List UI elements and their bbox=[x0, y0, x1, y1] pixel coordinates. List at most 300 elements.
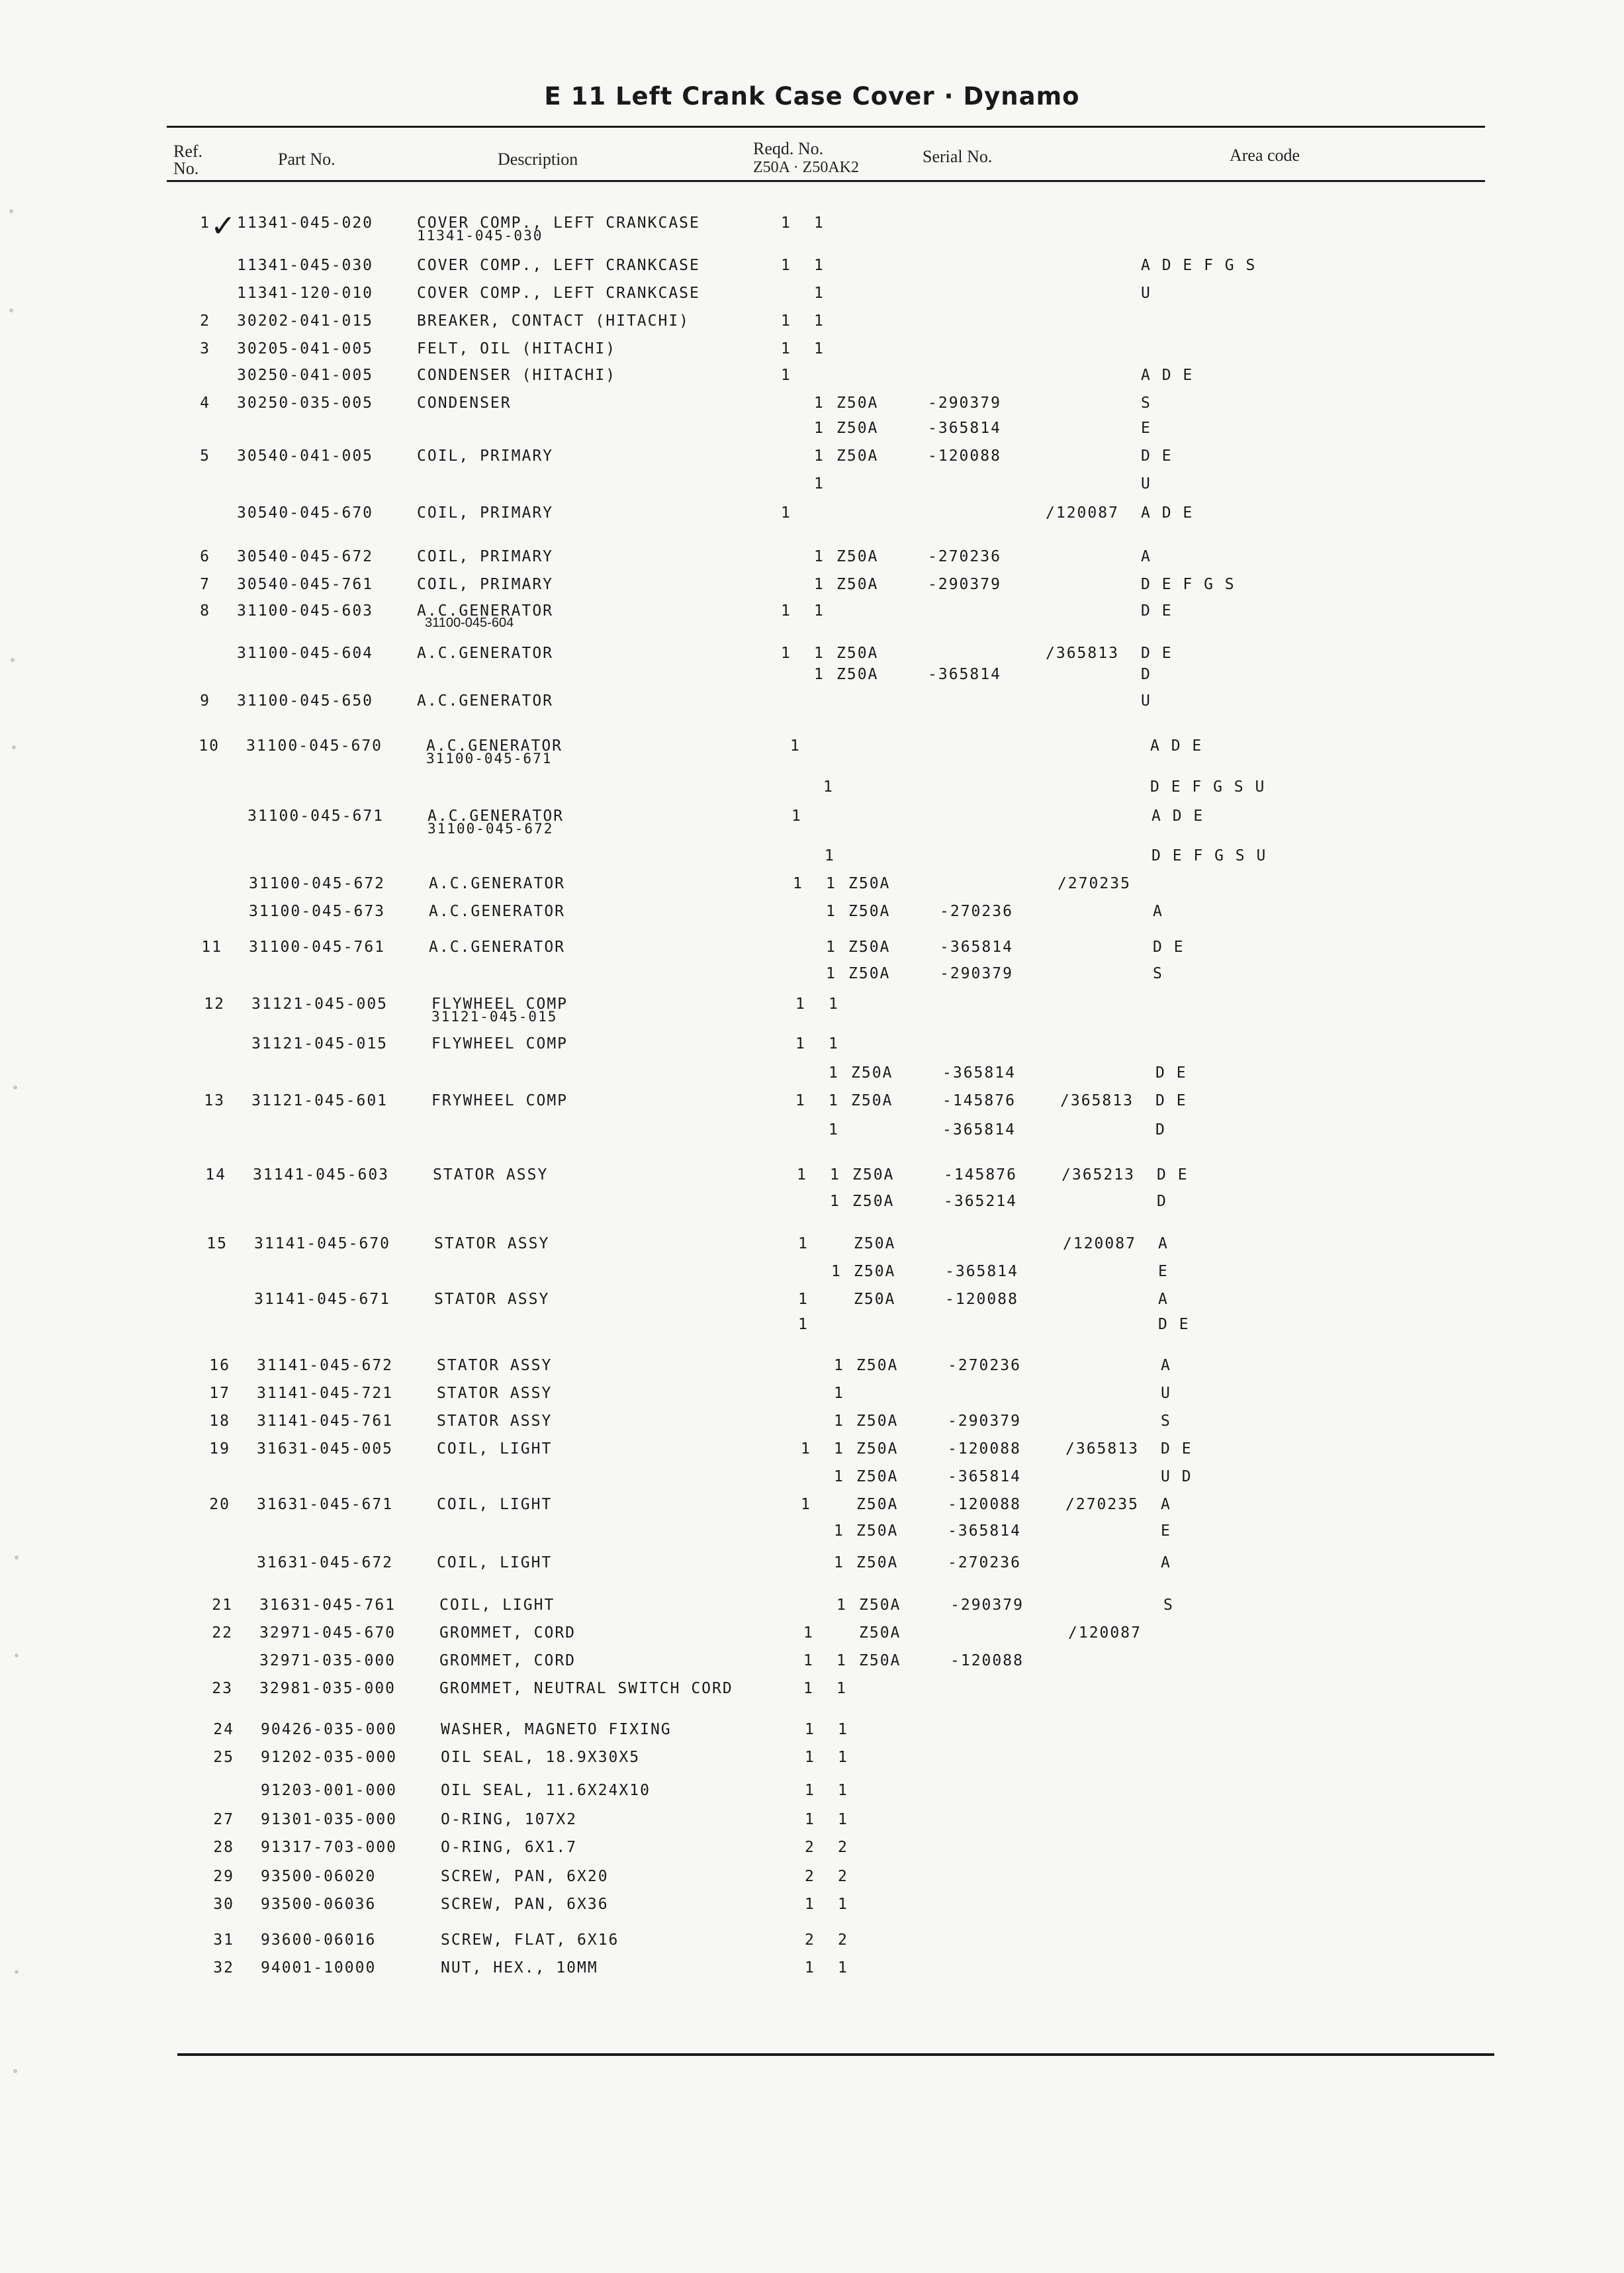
row-model: Z50A bbox=[851, 1064, 893, 1082]
row-description: OIL SEAL, 11.6X24X10 bbox=[441, 1782, 651, 1799]
table-row bbox=[0, 1165, 1624, 1191]
row-description: SCREW, PAN, 6X20 bbox=[441, 1868, 609, 1885]
row-description: STATOR ASSY bbox=[437, 1413, 553, 1430]
row-qty-z50ak2: 1 bbox=[826, 903, 836, 920]
row-serial-no: -270236 bbox=[948, 1357, 1021, 1374]
row-model: Z50A bbox=[856, 1522, 899, 1540]
row-qty-z50a: 2 bbox=[805, 1839, 815, 1856]
row-ref-no: 4 bbox=[200, 394, 210, 412]
row-ref-no: 20 bbox=[209, 1496, 230, 1513]
table-row bbox=[0, 1289, 1624, 1316]
row-model: Z50A bbox=[848, 875, 891, 892]
row-model: Z50A bbox=[859, 1597, 901, 1614]
row-serial-no: -270236 bbox=[940, 903, 1013, 920]
row-model: Z50A bbox=[836, 576, 879, 593]
row-part-no: 31100-045-761 bbox=[249, 939, 386, 956]
table-row bbox=[0, 213, 1624, 244]
row-ref-no: 5 bbox=[200, 447, 210, 465]
row-part-no: 30540-041-005 bbox=[237, 447, 374, 465]
row-part-no: 31100-045-604 bbox=[237, 645, 374, 662]
row-serial-range: /120087 bbox=[1068, 1624, 1142, 1642]
row-part-no: 31141-045-761 bbox=[257, 1413, 394, 1430]
row-description: BREAKER, CONTACT (HITACHI) bbox=[417, 312, 690, 330]
row-model: Z50A bbox=[836, 394, 879, 412]
row-description: COIL, LIGHT bbox=[437, 1496, 553, 1513]
row-ref-no: 29 bbox=[213, 1868, 234, 1885]
row-description: CONDENSER bbox=[417, 394, 512, 412]
row-qty-z50a: 1 bbox=[781, 602, 791, 620]
row-serial-no: -290379 bbox=[928, 394, 1001, 412]
row-qty-z50ak2: 1 bbox=[814, 548, 825, 565]
row-part-no: 31141-045-670 bbox=[254, 1235, 391, 1252]
table-row bbox=[0, 1521, 1624, 1548]
row-area-code: U bbox=[1141, 285, 1151, 302]
row-ref-no: 16 bbox=[209, 1357, 230, 1374]
row-qty-z50ak2: 1 bbox=[826, 875, 836, 892]
row-model: Z50A bbox=[848, 939, 891, 956]
row-description: COVER COMP., LEFT CRANKCASE bbox=[417, 257, 700, 274]
row-part-no: 31141-045-603 bbox=[253, 1166, 390, 1183]
header-ref-no-2: No. bbox=[173, 159, 199, 178]
row-qty-z50ak2: 1 bbox=[814, 257, 825, 274]
row-serial-range: /270235 bbox=[1058, 875, 1131, 892]
row-serial-no: -290379 bbox=[948, 1413, 1021, 1430]
row-ref-no: 27 bbox=[213, 1811, 234, 1828]
row-description: FLYWHEEL COMP bbox=[431, 996, 568, 1013]
row-model: Z50A bbox=[836, 666, 879, 683]
row-model: Z50A bbox=[859, 1652, 901, 1669]
row-area-code: S bbox=[1161, 1413, 1171, 1430]
header-reqd-models: Z50A · Z50AK2 bbox=[753, 159, 859, 176]
row-qty-z50ak2: 1 bbox=[829, 1035, 839, 1052]
table-row bbox=[0, 1837, 1624, 1864]
row-model: Z50A bbox=[856, 1554, 899, 1571]
row-qty-z50ak2: 1 bbox=[826, 939, 836, 956]
row-model: Z50A bbox=[856, 1357, 899, 1374]
row-qty-z50a: 1 bbox=[801, 1440, 811, 1458]
row-description: O-RING, 107X2 bbox=[441, 1811, 578, 1828]
row-part-no: 31141-045-671 bbox=[254, 1291, 391, 1308]
row-part-no: 31631-045-761 bbox=[259, 1597, 396, 1614]
row-qty-z50a: 1 bbox=[803, 1624, 814, 1642]
row-part-no: 31121-045-015 bbox=[251, 1035, 388, 1052]
row-serial-no: -120088 bbox=[945, 1291, 1018, 1308]
table-row bbox=[0, 1781, 1624, 1807]
row-area-code: A bbox=[1158, 1291, 1169, 1308]
row-ref-no: 10 bbox=[199, 737, 220, 755]
row-ref-no: 6 bbox=[200, 548, 210, 565]
row-part-no: 11341-045-020 bbox=[237, 214, 374, 232]
row-qty-z50ak2: 1 bbox=[836, 1680, 847, 1697]
margin-speck bbox=[15, 1555, 19, 1559]
row-area-code: A bbox=[1161, 1357, 1171, 1374]
row-qty-z50ak2: 1 bbox=[836, 1597, 847, 1614]
row-model: Z50A bbox=[848, 965, 891, 982]
row-qty-z50ak2: 1 bbox=[814, 394, 825, 412]
row-serial-no: -145876 bbox=[942, 1092, 1016, 1109]
row-qty-z50a: 1 bbox=[790, 737, 801, 755]
row-area-code: U bbox=[1141, 692, 1151, 710]
row-part-no: 30205-041-005 bbox=[237, 340, 374, 357]
row-description: COIL, PRIMARY bbox=[417, 447, 554, 465]
row-qty-z50a: 2 bbox=[805, 1868, 815, 1885]
row-alt-part-note: 31100-045-671 bbox=[426, 751, 553, 766]
row-ref-no: 8 bbox=[200, 602, 210, 620]
row-qty-z50ak2: 1 bbox=[814, 475, 825, 492]
row-serial-no: -290379 bbox=[928, 576, 1001, 593]
row-qty-z50a: 1 bbox=[795, 1092, 806, 1109]
table-row bbox=[0, 1958, 1624, 1984]
row-part-no: 91317-703-000 bbox=[261, 1839, 398, 1856]
margin-speck bbox=[9, 209, 13, 213]
row-qty-z50a: 1 bbox=[781, 367, 791, 384]
row-qty-z50ak2: 1 bbox=[814, 645, 825, 662]
margin-speck bbox=[15, 1970, 19, 1974]
row-qty-z50a: 1 bbox=[795, 996, 806, 1013]
row-ref-no: 21 bbox=[212, 1597, 233, 1614]
row-area-code: A D E bbox=[1141, 367, 1194, 384]
row-ref-no: 3 bbox=[200, 340, 210, 357]
table-row bbox=[0, 1623, 1624, 1649]
row-qty-z50ak2: 2 bbox=[838, 1868, 848, 1885]
row-ref-no: 15 bbox=[206, 1235, 228, 1252]
table-row bbox=[0, 1120, 1624, 1146]
table-row bbox=[0, 446, 1624, 473]
row-part-no: 90426-035-000 bbox=[261, 1721, 398, 1738]
row-model: Z50A bbox=[856, 1496, 899, 1513]
row-area-code: D E bbox=[1155, 1064, 1187, 1082]
row-qty-z50ak2: 1 bbox=[838, 1749, 848, 1766]
row-qty-z50ak2: 1 bbox=[814, 340, 825, 357]
row-part-no: 31121-045-601 bbox=[251, 1092, 388, 1109]
row-serial-range: /365213 bbox=[1061, 1166, 1135, 1183]
table-row bbox=[0, 1191, 1624, 1218]
row-part-no: 31141-045-721 bbox=[257, 1385, 394, 1402]
row-qty-z50a: 1 bbox=[805, 1721, 815, 1738]
row-model: Z50A bbox=[836, 645, 879, 662]
row-part-no: 32971-045-670 bbox=[259, 1624, 396, 1642]
row-part-no: 30250-035-005 bbox=[237, 394, 374, 412]
row-serial-range: /270235 bbox=[1065, 1496, 1139, 1513]
row-serial-no: -290379 bbox=[950, 1597, 1024, 1614]
table-row bbox=[0, 1720, 1624, 1746]
row-area-code: D E F G S U bbox=[1151, 847, 1267, 864]
row-qty-z50ak2: 1 bbox=[834, 1385, 844, 1402]
row-qty-z50ak2: 1 bbox=[836, 1652, 847, 1669]
row-serial-no: -365814 bbox=[928, 420, 1001, 437]
table-row bbox=[0, 1810, 1624, 1836]
row-description: COIL, PRIMARY bbox=[417, 576, 554, 593]
check-mark-icon: ✓ bbox=[210, 208, 236, 244]
row-qty-z50ak2: 1 bbox=[825, 847, 835, 864]
row-serial-no: -120088 bbox=[928, 447, 1001, 465]
table-row bbox=[0, 1091, 1624, 1117]
row-qty-z50ak2: 1 bbox=[829, 996, 839, 1013]
row-description: GROMMET, CORD bbox=[439, 1624, 576, 1642]
row-part-no: 31100-045-650 bbox=[237, 692, 374, 710]
row-description: FRYWHEEL COMP bbox=[431, 1092, 568, 1109]
margin-speck bbox=[12, 745, 16, 749]
header-top-rule bbox=[167, 126, 1485, 128]
row-serial-no: -365814 bbox=[948, 1468, 1021, 1485]
row-ref-no: 32 bbox=[213, 1959, 234, 1976]
row-qty-z50ak2: 1 bbox=[814, 214, 825, 232]
row-qty-z50ak2: 1 bbox=[814, 602, 825, 620]
row-ref-no: 28 bbox=[213, 1839, 234, 1856]
row-serial-no: -120088 bbox=[948, 1496, 1021, 1513]
row-qty-z50ak2: 1 bbox=[838, 1896, 848, 1913]
header-description: Description bbox=[498, 150, 578, 169]
row-model: Z50A bbox=[836, 548, 879, 565]
row-part-no: 31631-045-671 bbox=[257, 1496, 394, 1513]
row-qty-z50ak2: 1 bbox=[829, 1092, 839, 1109]
row-model: Z50A bbox=[836, 420, 879, 437]
row-serial-no: -120088 bbox=[948, 1440, 1021, 1458]
table-row bbox=[0, 1034, 1624, 1060]
row-qty-z50a: 1 bbox=[805, 1896, 815, 1913]
table-row bbox=[0, 691, 1624, 718]
row-alt-part-note: 31100-045-604 bbox=[425, 616, 514, 630]
row-description: STATOR ASSY bbox=[434, 1235, 550, 1252]
row-part-no: 93500-06020 bbox=[261, 1868, 377, 1885]
row-part-no: 31100-045-671 bbox=[248, 808, 384, 825]
row-ref-no: 11 bbox=[201, 939, 222, 956]
row-area-code: D E bbox=[1141, 447, 1173, 465]
row-description: WASHER, MAGNETO FIXING bbox=[441, 1721, 672, 1738]
row-qty-z50ak2: 1 bbox=[834, 1554, 844, 1571]
row-part-no: 30540-045-670 bbox=[237, 504, 374, 522]
margin-speck bbox=[11, 658, 15, 662]
row-area-code: A bbox=[1161, 1554, 1171, 1571]
row-description: FLYWHEEL COMP bbox=[431, 1035, 568, 1052]
row-description: COIL, PRIMARY bbox=[417, 548, 554, 565]
table-row bbox=[0, 474, 1624, 500]
row-alt-part-note: 31121-045-015 bbox=[431, 1009, 558, 1025]
row-qty-z50a: 2 bbox=[805, 1931, 815, 1949]
row-area-code: S bbox=[1141, 394, 1151, 412]
row-area-code: A D E F G S bbox=[1141, 257, 1257, 274]
row-serial-no: -145876 bbox=[944, 1166, 1017, 1183]
row-model: Z50A bbox=[854, 1291, 896, 1308]
row-description: FELT, OIL (HITACHI) bbox=[417, 340, 617, 357]
row-serial-no: -270236 bbox=[928, 548, 1001, 565]
table-row bbox=[0, 1439, 1624, 1465]
row-qty-z50a: 1 bbox=[781, 504, 791, 522]
row-qty-z50ak2: 1 bbox=[829, 1064, 839, 1082]
row-part-no: 30540-045-672 bbox=[237, 548, 374, 565]
row-ref-no: 9 bbox=[200, 692, 210, 710]
row-description: STATOR ASSY bbox=[433, 1166, 549, 1183]
row-qty-z50a: 1 bbox=[805, 1811, 815, 1828]
row-part-no: 31100-045-672 bbox=[249, 875, 386, 892]
row-description: GROMMET, CORD bbox=[439, 1652, 576, 1669]
row-qty-z50a: 1 bbox=[793, 875, 803, 892]
table-row bbox=[0, 1467, 1624, 1493]
page-title: E 11 Left Crank Case Cover · Dynamo bbox=[544, 82, 1080, 111]
table-row bbox=[0, 806, 1624, 837]
row-area-code: D E bbox=[1157, 1166, 1189, 1183]
table-row bbox=[0, 1679, 1624, 1705]
row-description: A.C.GENERATOR bbox=[429, 939, 566, 956]
row-qty-z50ak2: 1 bbox=[838, 1721, 848, 1738]
row-serial-range: /120087 bbox=[1063, 1235, 1136, 1252]
table-row bbox=[0, 1356, 1624, 1382]
row-area-code: D E bbox=[1161, 1440, 1193, 1458]
row-serial-no: -365814 bbox=[942, 1064, 1016, 1082]
row-part-no: 31141-045-672 bbox=[257, 1357, 394, 1374]
row-area-code: E bbox=[1158, 1263, 1169, 1280]
row-description: SCREW, PAN, 6X36 bbox=[441, 1896, 609, 1913]
row-qty-z50ak2: 1 bbox=[834, 1468, 844, 1485]
table-row bbox=[0, 1262, 1624, 1288]
table-row bbox=[0, 1595, 1624, 1622]
table-row bbox=[0, 365, 1624, 392]
row-description: STATOR ASSY bbox=[437, 1385, 553, 1402]
row-model: Z50A bbox=[854, 1263, 896, 1280]
row-qty-z50a: 1 bbox=[781, 312, 791, 330]
row-area-code: U bbox=[1161, 1385, 1171, 1402]
row-area-code: S bbox=[1163, 1597, 1174, 1614]
footer-rule bbox=[177, 2053, 1494, 2056]
row-serial-no: -365814 bbox=[942, 1121, 1016, 1138]
header-bottom-rule bbox=[167, 180, 1485, 182]
row-ref-no: 17 bbox=[209, 1385, 230, 1402]
table-row bbox=[0, 547, 1624, 573]
row-area-code: D E F G S bbox=[1141, 576, 1236, 593]
row-serial-range: /365813 bbox=[1065, 1440, 1139, 1458]
row-qty-z50a: 1 bbox=[795, 1035, 806, 1052]
row-ref-no: 2 bbox=[200, 312, 210, 330]
row-qty-z50a: 1 bbox=[781, 645, 791, 662]
row-qty-z50ak2: 1 bbox=[834, 1413, 844, 1430]
row-area-code: U bbox=[1141, 475, 1151, 492]
table-row bbox=[0, 1930, 1624, 1957]
row-qty-z50a: 1 bbox=[797, 1166, 807, 1183]
header-reqd-no: Reqd. No. bbox=[753, 139, 824, 158]
row-part-no: 31631-045-005 bbox=[257, 1440, 394, 1458]
row-ref-no: 30 bbox=[213, 1896, 234, 1913]
row-qty-z50ak2: 1 bbox=[823, 778, 834, 796]
row-description: COVER COMP., LEFT CRANKCASE bbox=[417, 214, 700, 232]
row-area-code: A D E bbox=[1141, 504, 1194, 522]
table-row bbox=[0, 1411, 1624, 1438]
row-part-no: 93500-06036 bbox=[261, 1896, 377, 1913]
table-row bbox=[0, 339, 1624, 365]
row-area-code: A bbox=[1158, 1235, 1169, 1252]
row-area-code: A D E bbox=[1151, 808, 1204, 825]
table-row bbox=[0, 1747, 1624, 1774]
row-part-no: 11341-120-010 bbox=[237, 285, 374, 302]
table-row bbox=[0, 902, 1624, 928]
row-ref-no: 19 bbox=[209, 1440, 230, 1458]
row-part-no: 32971-035-000 bbox=[259, 1652, 396, 1669]
row-part-no: 94001-10000 bbox=[261, 1959, 377, 1976]
row-qty-z50ak2: 2 bbox=[838, 1839, 848, 1856]
row-model: Z50A bbox=[836, 447, 879, 465]
row-area-code: A D E bbox=[1150, 737, 1203, 755]
table-row bbox=[0, 255, 1624, 282]
row-description: SCREW, FLAT, 6X16 bbox=[441, 1931, 619, 1949]
row-description: A.C.GENERATOR bbox=[428, 808, 564, 825]
row-description: O-RING, 6X1.7 bbox=[441, 1839, 578, 1856]
row-ref-no: 13 bbox=[204, 1092, 225, 1109]
row-area-code: D E bbox=[1141, 645, 1173, 662]
row-qty-z50a: 1 bbox=[801, 1496, 811, 1513]
row-area-code: D bbox=[1141, 666, 1151, 683]
row-description: STATOR ASSY bbox=[434, 1291, 550, 1308]
row-part-no: 93600-06016 bbox=[261, 1931, 377, 1949]
table-row bbox=[0, 311, 1624, 338]
row-description: A.C.GENERATOR bbox=[426, 737, 563, 755]
header-ref-no-1: Ref. bbox=[173, 142, 203, 161]
row-part-no: 30250-041-005 bbox=[237, 367, 374, 384]
row-part-no: 31121-045-005 bbox=[251, 996, 388, 1013]
row-part-no: 32981-035-000 bbox=[259, 1680, 396, 1697]
row-model: Z50A bbox=[848, 903, 891, 920]
row-model: Z50A bbox=[852, 1166, 895, 1183]
row-qty-z50ak2: 1 bbox=[830, 1193, 840, 1210]
row-qty-z50ak2: 1 bbox=[830, 1166, 840, 1183]
table-row bbox=[0, 1553, 1624, 1579]
row-serial-no: -290379 bbox=[940, 965, 1013, 982]
row-description: A.C.GENERATOR bbox=[417, 645, 554, 662]
row-description: STATOR ASSY bbox=[437, 1357, 553, 1374]
row-ref-no: 12 bbox=[204, 996, 225, 1013]
row-qty-z50ak2: 1 bbox=[834, 1440, 844, 1458]
row-serial-no: -365214 bbox=[944, 1193, 1017, 1210]
row-description: A.C.GENERATOR bbox=[429, 903, 566, 920]
margin-speck bbox=[15, 1653, 19, 1657]
row-serial-range: /365813 bbox=[1060, 1092, 1134, 1109]
table-row bbox=[0, 1651, 1624, 1677]
row-serial-no: -365814 bbox=[928, 666, 1001, 683]
table-row bbox=[0, 1234, 1624, 1260]
row-ref-no: 31 bbox=[213, 1931, 234, 1949]
row-part-no: 31100-045-673 bbox=[249, 903, 386, 920]
table-row bbox=[0, 503, 1624, 530]
row-ref-no: 24 bbox=[213, 1721, 234, 1738]
margin-speck bbox=[13, 1086, 17, 1090]
table-row bbox=[0, 937, 1624, 964]
row-description: COIL, PRIMARY bbox=[417, 504, 554, 522]
row-area-code: E bbox=[1161, 1522, 1171, 1540]
row-qty-z50ak2: 1 bbox=[826, 965, 836, 982]
row-area-code: D E F G S U bbox=[1150, 778, 1266, 796]
row-serial-no: -365814 bbox=[945, 1263, 1018, 1280]
row-ref-no: 22 bbox=[212, 1624, 233, 1642]
table-row bbox=[0, 1315, 1624, 1341]
row-serial-no: -365814 bbox=[940, 939, 1013, 956]
table-row bbox=[0, 393, 1624, 420]
row-qty-z50a: 1 bbox=[805, 1782, 815, 1799]
row-alt-part-note: 31100-045-672 bbox=[428, 821, 554, 837]
table-row bbox=[0, 1383, 1624, 1410]
row-area-code: D E bbox=[1155, 1092, 1187, 1109]
row-part-no: 31100-045-603 bbox=[237, 602, 374, 620]
row-qty-z50ak2: 1 bbox=[838, 1811, 848, 1828]
row-qty-z50ak2: 1 bbox=[831, 1263, 842, 1280]
row-area-code: S bbox=[1153, 965, 1163, 982]
row-description: A.C.GENERATOR bbox=[417, 692, 554, 710]
row-qty-z50a: 1 bbox=[805, 1959, 815, 1976]
table-row bbox=[0, 1495, 1624, 1521]
row-description: NUT, HEX., 10MM bbox=[441, 1959, 598, 1976]
row-model: Z50A bbox=[856, 1413, 899, 1430]
row-qty-z50ak2: 2 bbox=[838, 1931, 848, 1949]
table-row bbox=[0, 994, 1624, 1025]
row-ref-no: 1 bbox=[200, 214, 210, 232]
row-ref-no: 18 bbox=[209, 1413, 230, 1430]
